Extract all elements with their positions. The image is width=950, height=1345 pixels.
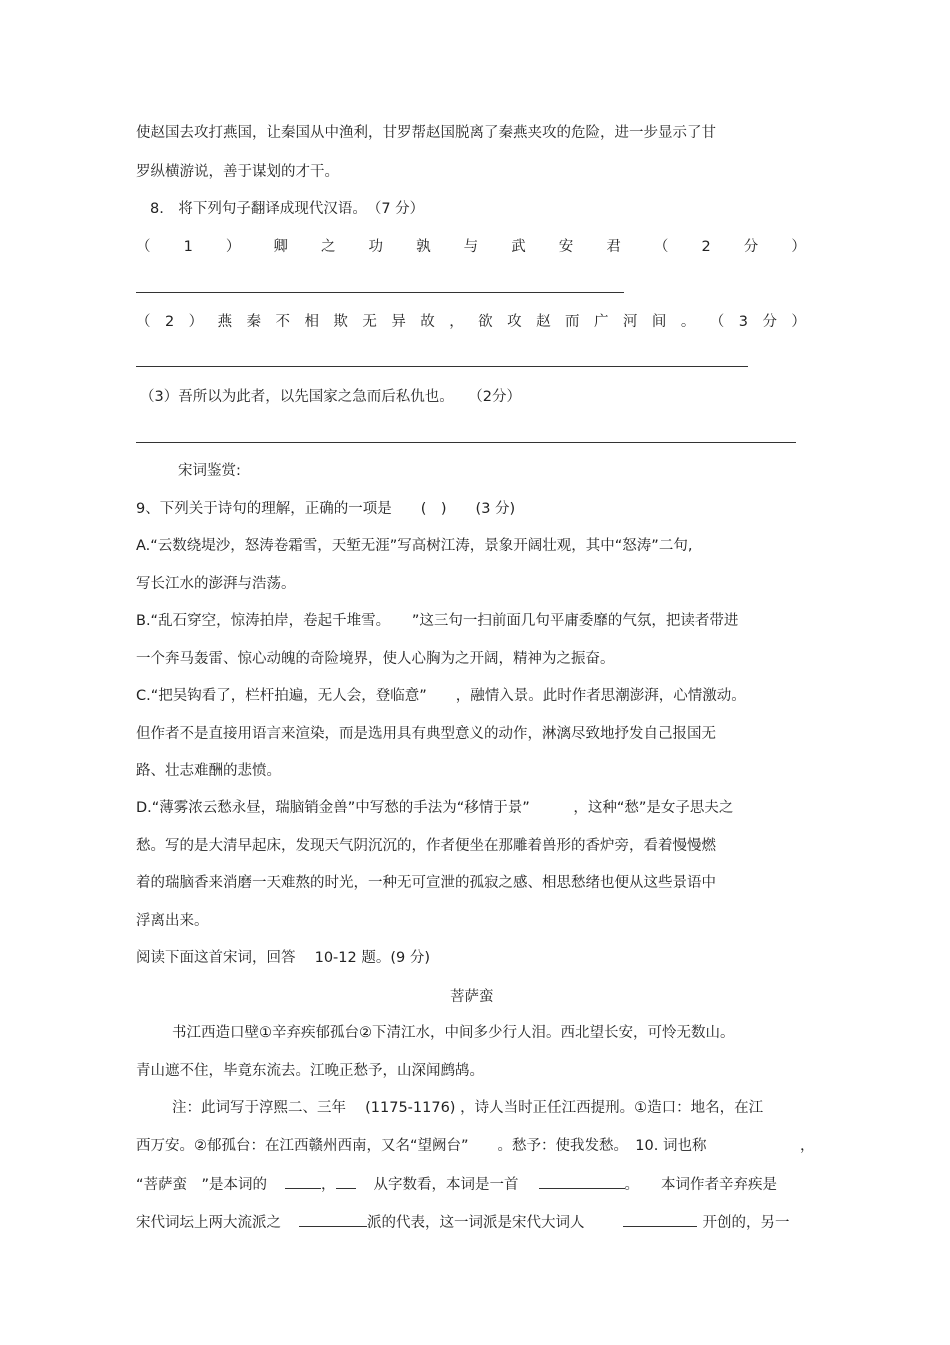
poem-note: 注：此词写于淳熙二、三年 (1175-1176) ，诗人当时正任江西提刑。①造口：地名，在江 bbox=[172, 1100, 764, 1116]
answer-line-1[interactable] bbox=[136, 292, 624, 293]
translation-2: （ 2 ） 燕 秦 不 相 欺 无 异 故 ， 欲 攻 赵 而 广 河 间 。 （ 3 分 ） bbox=[136, 314, 806, 330]
option-c-cont: 但作者不是直接用语言来渲染，而是选用具有典型意义的动作，淋漓尽致地抒发自己报国无 bbox=[136, 726, 716, 742]
section-heading: 宋词鉴赏: bbox=[178, 463, 241, 479]
question-8: 8. 将下列句子翻译成现代汉语。 （7 分） bbox=[150, 201, 425, 217]
option-d-cont: 浮离出来。 bbox=[136, 913, 209, 929]
fill-text: 宋代词坛上两大流派之 bbox=[136, 1215, 281, 1231]
option-d: D.“薄雾浓云愁永昼，瑞脑销金兽”中写愁的手法为“移情于景” ，这种“愁”是女子思夫之 bbox=[136, 800, 734, 816]
text-line: 罗纵横游说，善于谋划的才干。 bbox=[136, 164, 339, 180]
answer-blank[interactable] bbox=[623, 1212, 697, 1227]
option-c-cont: 路、壮志难酬的悲愤。 bbox=[136, 763, 281, 779]
option-b: B.“乱石穿空，惊涛拍岸，卷起千堆雪。 ”这三句一扫前面几句平庸委靡的气氛，把读者带进 bbox=[136, 613, 739, 629]
fill-text: “菩萨蛮 ”是本词的 bbox=[136, 1177, 268, 1193]
answer-blank[interactable] bbox=[539, 1174, 625, 1189]
fill-in-line-1 bbox=[136, 1174, 777, 1194]
fill-in-line-2 bbox=[136, 1212, 790, 1232]
poem-line: 书江西造口壁①辛弃疾郁孤台②下清江水，中间多少行人泪。西北望长安，可怜无数山。 bbox=[172, 1025, 735, 1041]
fill-comma: ， bbox=[321, 1177, 336, 1193]
answer-line-3[interactable] bbox=[136, 442, 796, 443]
option-d-cont: 愁。写的是大清早起床，发现天气阴沉沉的，作者便坐在那雕着兽形的香炉旁，看着慢慢燃 bbox=[136, 838, 716, 854]
answer-blank[interactable] bbox=[336, 1174, 356, 1189]
translation-1: （ 1 ） 卿 之 功 孰 与 武 安 君 （ 2 分 ） bbox=[136, 239, 806, 255]
answer-blank[interactable] bbox=[285, 1174, 321, 1189]
option-c: C.“把吴钩看了，栏杆拍遍，无人会，登临意” ，融情入景。此时作者思潮澎湃，心情激动。 bbox=[136, 688, 746, 704]
option-d-cont: 着的瑞脑香来消磨一天难熬的时光，一种无可宣泄的孤寂之感、相思愁绪也便从这些景语中 bbox=[136, 875, 716, 891]
text-line: 使赵国去攻打燕国，让秦国从中渔利，甘罗帮赵国脱离了秦燕夹攻的危险，进一步显示了甘 bbox=[136, 125, 716, 141]
translation-3: （3）吾所以为此者，以先国家之急而后私仇也。 （2分） bbox=[140, 389, 521, 405]
fill-text: 本词作者辛弃疾是 bbox=[661, 1177, 778, 1193]
answer-blank[interactable] bbox=[299, 1212, 367, 1227]
fill-text: 。 bbox=[624, 1177, 640, 1193]
reading-instruction: 阅读下面这首宋词，回答 10-12 题。(9 分) bbox=[136, 950, 430, 966]
question-9: 9、下列关于诗句的理解，正确的一项是 ( ) (3 分) bbox=[136, 501, 516, 517]
fill-text: 派的代表，这一词派是宋代大词人 bbox=[367, 1215, 585, 1231]
option-b-cont: 一个奔马轰雷、惊心动魄的奇险境界，使人心胸为之开阔，精神为之振奋。 bbox=[136, 651, 615, 667]
fill-text: 开创的，另一 bbox=[702, 1215, 790, 1231]
fill-text: 从字数看，本词是一首 bbox=[373, 1177, 519, 1193]
note-comma: ， bbox=[800, 1138, 815, 1154]
poem-note: 西万安。②郁孤台：在江西赣州西南，又名“望阙台” 。愁予：使我发愁。 10. 词也称 bbox=[136, 1138, 707, 1154]
poem-title: 菩萨蛮 bbox=[450, 989, 494, 1005]
option-a: A.“云数绕堤沙，怒涛卷霜雪，天堑无涯”写高树江涛，景象开阔壮观，其中“怒涛”二句, bbox=[136, 538, 693, 554]
answer-line-2[interactable] bbox=[136, 366, 748, 367]
option-a-cont: 写长江水的澎湃与浩荡。 bbox=[136, 576, 296, 592]
poem-line: 青山遮不住，毕竟东流去。江晚正愁予，山深闻鹧鸪。 bbox=[136, 1063, 484, 1079]
